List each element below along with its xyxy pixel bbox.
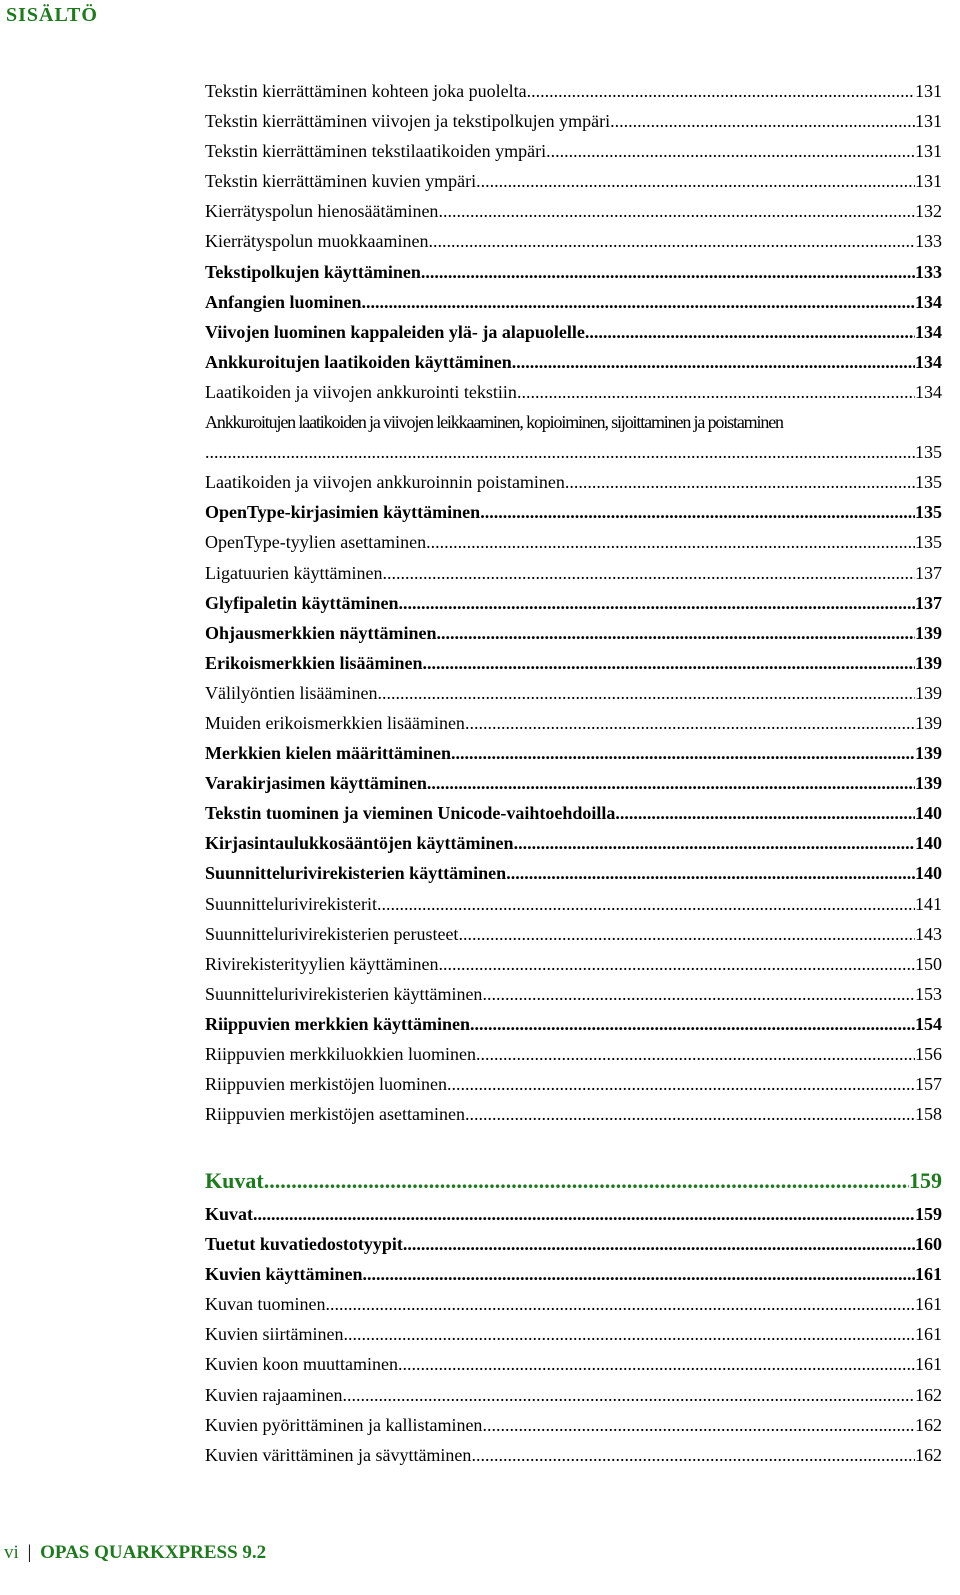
toc-entry-title: Kuvien koon muuttaminen (205, 1354, 398, 1375)
dot-leader (482, 979, 915, 1009)
toc-entry-page: 159 (915, 1204, 942, 1224)
toc-entry-title: Riippuvien merkistöjen asettaminen (205, 1104, 465, 1125)
toc-entry[interactable] (205, 1199, 942, 1229)
dot-leader (465, 708, 915, 738)
toc-entry[interactable] (205, 588, 942, 618)
dot-leader (325, 1289, 915, 1319)
footer-title: OPAS QUARKXPRESS 9.2 (40, 1542, 267, 1563)
toc-entry[interactable] (205, 768, 942, 798)
dot-leader (512, 347, 915, 377)
toc-entry[interactable] (205, 828, 942, 858)
toc-entry[interactable] (205, 919, 942, 949)
toc-entry[interactable] (205, 287, 942, 317)
toc-entry[interactable] (205, 76, 942, 106)
dot-leader (585, 317, 915, 347)
toc-list (205, 467, 942, 1129)
toc-entry-page: 139 (915, 682, 942, 703)
toc-entry[interactable] (205, 1009, 942, 1039)
toc-entry-page: 140 (915, 833, 942, 854)
toc-entry-title: OpenType-kirjasimien käyttäminen (205, 502, 481, 523)
toc-entry-title: Tekstin kierrättäminen kuvien ympäri (205, 171, 477, 192)
toc-entry-title: Kuvien siirtäminen (205, 1324, 344, 1345)
toc-entry-title: Tekstipolkujen käyttäminen (205, 261, 421, 282)
toc-entry[interactable] (205, 738, 942, 768)
toc-entry-page: 153 (915, 983, 942, 1004)
toc-entry-page: 139 (915, 743, 942, 764)
dot-leader (377, 889, 915, 919)
toc-entry-title: Kuvien värittäminen ja sävyttäminen (205, 1444, 472, 1465)
toc-entry-page: 161 (915, 1354, 942, 1375)
dot-leader (465, 1099, 915, 1129)
toc-entry[interactable] (205, 377, 942, 407)
toc-entry[interactable] (205, 1289, 942, 1319)
toc-entry-page: 141 (915, 893, 942, 914)
toc-entry-page: 131 (915, 81, 942, 101)
dot-leader (527, 76, 915, 106)
toc-entry-page: 161 (915, 1294, 942, 1315)
toc-list (205, 76, 942, 407)
dot-leader (421, 257, 915, 287)
toc-entry-page: 157 (915, 1074, 942, 1095)
toc-entry-page: 134 (915, 321, 942, 342)
toc-entry-title: Laatikoiden ja viivojen ankkuroinnin poistaminen (205, 472, 565, 493)
toc-entry[interactable] (205, 648, 942, 678)
toc-entry[interactable] (205, 226, 942, 256)
toc-entry-page: 131 (915, 141, 942, 162)
dot-leader (517, 377, 915, 407)
toc-entry-title: Ohjausmerkkien näyttäminen (205, 622, 437, 643)
toc-entry[interactable] (205, 166, 942, 196)
toc-entry-title: Tekstin kierrättäminen kohteen joka puolelta (205, 81, 527, 101)
toc-entry[interactable] (205, 196, 942, 226)
table-of-contents (205, 76, 942, 1129)
toc-entry[interactable] (205, 889, 942, 919)
dot-leader (253, 1199, 915, 1229)
dot-leader (470, 1009, 915, 1039)
toc-entry-page: 161 (915, 1264, 942, 1285)
toc-entry[interactable] (205, 618, 942, 648)
dot-leader (398, 1349, 915, 1379)
section-item-list (205, 1199, 942, 1470)
toc-entry-title: Erikoismerkkien lisääminen (205, 652, 423, 673)
toc-entry-page: 134 (915, 351, 942, 372)
section-heading-page: 159 (909, 1168, 942, 1193)
toc-entry[interactable] (205, 558, 942, 588)
toc-entry[interactable] (205, 1069, 942, 1099)
dot-leader (565, 467, 915, 497)
toc-entry-page: 131 (915, 171, 942, 192)
toc-entry-title: Kuvan tuominen (205, 1294, 326, 1315)
toc-entry-title: Kirjasintaulukkosääntöjen käyttäminen (205, 833, 514, 854)
toc-entry-page: 135 (915, 502, 942, 523)
toc-entry-title: Välilyöntien lisääminen (205, 682, 378, 703)
toc-entry-title: Rivirekisterityylien käyttäminen (205, 953, 439, 974)
page-header-title: SISÄLTÖ (6, 4, 98, 26)
dot-leader (427, 768, 915, 798)
dot-leader (205, 437, 915, 467)
toc-entry[interactable] (205, 467, 942, 497)
dot-leader (403, 1229, 915, 1259)
toc-entry[interactable] (205, 979, 942, 1009)
toc-entry-wrapped-title[interactable]: Ankkuroitujen laatikoiden ja viivojen leikkaaminen, kopioiminen, sijoittaminen ja poistaminen (205, 412, 783, 433)
dot-leader (610, 106, 915, 136)
toc-entry-page: 137 (915, 592, 942, 613)
toc-entry[interactable] (205, 1440, 942, 1470)
toc-entry-title: Kuvat (205, 1204, 254, 1224)
dot-leader (514, 828, 915, 858)
toc-entry-page: 143 (915, 923, 942, 944)
toc-entry-title: Suunnittelurivirekisterien käyttäminen (205, 863, 507, 884)
dot-leader (343, 1319, 915, 1349)
toc-entry-wrapped-page-line[interactable] (205, 437, 942, 467)
toc-entry-page: 162 (915, 1444, 942, 1465)
toc-entry[interactable] (205, 527, 942, 557)
toc-entry-title: Tekstin kierrättäminen tekstilaatikoiden ympäri (205, 141, 547, 162)
toc-entry-title: Kuvien rajaaminen (205, 1384, 343, 1405)
toc-entry[interactable] (205, 678, 942, 708)
section-heading-title: Kuvat (205, 1168, 264, 1193)
toc-entry[interactable] (205, 708, 942, 738)
dot-leader (447, 1069, 915, 1099)
dot-leader (480, 497, 915, 527)
dot-leader (546, 136, 915, 166)
section-kuvat (205, 1163, 942, 1470)
toc-entry-title: Anfangien luominen (205, 291, 362, 312)
dot-leader (458, 919, 915, 949)
section-heading[interactable] (205, 1163, 942, 1199)
toc-entry-page: 132 (915, 201, 942, 222)
toc-entry[interactable] (205, 1039, 942, 1069)
toc-entry[interactable] (205, 136, 942, 166)
dot-leader (471, 1440, 915, 1470)
dot-leader (482, 1410, 915, 1440)
dot-leader (438, 949, 915, 979)
toc-entry[interactable] (205, 1380, 942, 1410)
dot-leader (506, 858, 915, 888)
dot-leader (342, 1380, 915, 1410)
page-footer (4, 1542, 266, 1564)
toc-entry-title: Riippuvien merkistöjen luominen (205, 1074, 447, 1095)
toc-entry-page: 162 (915, 1384, 942, 1405)
dot-leader (377, 678, 915, 708)
toc-entry-page: 135 (915, 532, 942, 553)
toc-entry-title: Laatikoiden ja viivojen ankkurointi tekstiin (205, 381, 517, 402)
toc-entry-page: 139 (915, 652, 942, 673)
dot-leader (476, 1039, 915, 1069)
toc-entry-page: 140 (915, 803, 942, 824)
toc-entry-page: 140 (915, 863, 942, 884)
toc-entry-page: 139 (915, 712, 942, 733)
dot-leader (399, 588, 915, 618)
dot-leader (437, 618, 915, 648)
toc-entry-page: 133 (915, 231, 942, 252)
toc-entry-title: Viivojen luominen kappaleiden ylä- ja alapuolelle (205, 321, 585, 342)
toc-entry-page: 134 (915, 381, 942, 402)
toc-entry[interactable] (205, 1229, 942, 1259)
toc-entry[interactable] (205, 1319, 942, 1349)
toc-entry[interactable] (205, 1099, 942, 1129)
dot-leader (363, 1259, 915, 1289)
toc-entry-title: Tekstin tuominen ja vieminen Unicode-vaihtoehdoilla (205, 803, 616, 824)
toc-entry-title: Glyfipaletin käyttäminen (205, 592, 399, 613)
toc-entry-title: Ankkuroitujen laatikoiden käyttäminen (205, 351, 512, 372)
toc-entry[interactable] (205, 949, 942, 979)
dot-leader (264, 1163, 909, 1199)
toc-entry-title: Suunnittelurivirekisterien perusteet (205, 923, 459, 944)
toc-entry[interactable] (205, 317, 942, 347)
toc-entry[interactable] (205, 1259, 942, 1289)
toc-entry[interactable] (205, 1349, 942, 1379)
toc-entry-title: Kierrätyspolun hienosäätäminen (205, 201, 439, 222)
footer-page-number: vi (4, 1542, 19, 1563)
toc-entry-page: 158 (915, 1104, 942, 1125)
toc-entry-page: 135 (915, 442, 942, 463)
toc-entry-title: Riippuvien merkkien käyttäminen (205, 1013, 471, 1034)
toc-entry-page: 139 (915, 773, 942, 794)
dot-leader (476, 166, 915, 196)
dot-leader (382, 558, 915, 588)
toc-entry[interactable] (205, 798, 942, 828)
dot-leader (451, 738, 915, 768)
toc-entry-title: Ligatuurien käyttäminen (205, 562, 383, 583)
toc-entry-title: Merkkien kielen määrittäminen (205, 743, 451, 764)
toc-entry-page: 156 (915, 1044, 942, 1064)
dot-leader (615, 798, 915, 828)
footer-separator: | (27, 1542, 32, 1563)
toc-entry-page: 131 (915, 111, 942, 132)
toc-entry-title: Muiden erikoismerkkien lisääminen (205, 712, 465, 733)
toc-entry-title: Suunnittelurivirekisterien käyttäminen (205, 983, 483, 1004)
dot-leader (362, 287, 915, 317)
toc-entry-title: Suunnittelurivirekisterit (205, 893, 377, 914)
toc-entry-page: 139 (915, 622, 942, 643)
toc-entry-title: Riippuvien merkkiluokkien luominen (205, 1044, 476, 1064)
toc-entry-page: 154 (915, 1013, 942, 1034)
toc-entry[interactable] (205, 347, 942, 377)
toc-entry-page: 150 (915, 953, 942, 974)
toc-entry[interactable] (205, 497, 942, 527)
toc-entry-page: 162 (915, 1414, 942, 1435)
toc-entry-title: Tekstin kierrättäminen viivojen ja tekstipolkujen ympäri (205, 111, 611, 132)
toc-entry-title: Kierrätyspolun muokkaaminen (205, 231, 429, 252)
dot-leader (423, 648, 915, 678)
toc-entry[interactable] (205, 1410, 942, 1440)
dot-leader (428, 226, 915, 256)
toc-entry[interactable] (205, 257, 942, 287)
dot-leader (426, 527, 915, 557)
toc-entry[interactable] (205, 858, 942, 888)
toc-entry-title: Kuvien pyörittäminen ja kallistaminen (205, 1414, 483, 1435)
toc-entry-page: 137 (915, 562, 942, 583)
toc-entry-title: Varakirjasimen käyttäminen (205, 773, 427, 794)
toc-entry-page: 134 (915, 291, 942, 312)
toc-entry-title: Tuetut kuvatiedostotyypit (205, 1234, 403, 1255)
toc-entry-page: 133 (915, 261, 942, 282)
toc-entry-title: OpenType-tyylien asettaminen (205, 532, 427, 553)
toc-entry-title: Kuvien käyttäminen (205, 1264, 363, 1285)
toc-entry-page: 160 (915, 1234, 942, 1255)
toc-entry-page: 161 (915, 1324, 942, 1345)
dot-leader (438, 196, 915, 226)
toc-entry-page: 135 (915, 472, 942, 493)
toc-entry[interactable] (205, 106, 942, 136)
